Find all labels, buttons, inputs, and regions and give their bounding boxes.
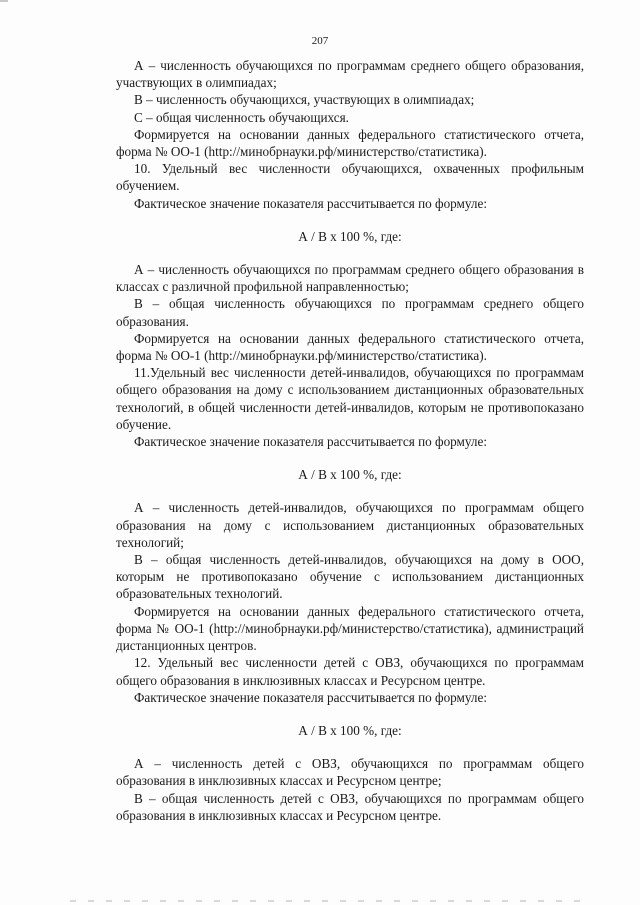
paragraph-formula-intro: Фактическое значение показателя рассчитывается по формуле:: [134, 434, 488, 450]
formula: А / В х 100 %, где:: [298, 467, 402, 483]
formula: А / В х 100 %, где:: [298, 722, 402, 738]
paragraph-definition-a: А – численность обучающихся по программам среднего общего образования, участвующих в олимпиадах;: [116, 58, 584, 91]
paragraph-formula-intro: Фактическое значение показателя рассчитывается по формуле:: [134, 689, 488, 705]
paragraph-definition-a: А – численность детей-инвалидов, обучающихся по программам общего образования на дому с использованием дистанционных образовательных технологий;: [116, 500, 584, 550]
paragraph-definition-b: В – численность обучающихся, участвующих в олимпиадах;: [134, 92, 475, 108]
paragraph-formula-intro: Фактическое значение показателя рассчитывается по формуле:: [134, 195, 488, 211]
paragraph-definition-b: В – общая численность обучающихся по программам среднего общего образования.: [116, 296, 584, 329]
paragraph-definition-b: В – общая численность детей-инвалидов, обучающихся на дому в ООО, которым не противопоказано обучение с использованием дистанционных образовательных технологий.: [116, 552, 584, 602]
paragraph-source: Формируется на основании данных федерального статистического отчета, форма № ОО-1 (http://минобрнауки.рф/министерство/статистика).: [116, 330, 584, 364]
paragraph-definition-c: С – общая численность обучающихся.: [134, 109, 349, 125]
paragraph-definition-a: А – численность детей с ОВЗ, обучающихся по программам общего образования в инклюзивных классах и Ресурсном центре;: [116, 756, 584, 789]
formula: А / В х 100 %, где:: [298, 228, 402, 244]
scan-corner-mark: [0, 0, 8, 2]
paragraph-definition-b: В – общая численность детей с ОВЗ, обучающихся по программам общего образования в инклюзивных классах и Ресурсном центре.: [116, 790, 584, 823]
paragraph-definition-a: А – численность обучающихся по программам среднего общего образования в классах с различной профильной направленностью;: [116, 262, 584, 295]
page-number: 207: [311, 35, 329, 47]
scan-bottom-artifact: [70, 900, 590, 902]
paragraph-indicator-12: 12. Удельный вес численности детей с ОВЗ, обучающихся по программам общего образования в инклюзивных классах и Ресурсном центре.: [116, 655, 584, 688]
page-body: [116, 57, 584, 824]
paragraph-source: Формируется на основании данных федерального статистического отчета, форма № ОО-1 (http://минобрнауки.рф/министерство/статистика), администраций дистанционных центров.: [116, 603, 584, 654]
paragraph-source: Формируется на основании данных федерального статистического отчета, форма № ОО-1 (http://минобрнауки.рф/министерство/статистика).: [116, 126, 584, 160]
paragraph-indicator-10: 10. Удельный вес численности обучающихся, охваченных профильным обучением.: [116, 161, 584, 194]
paragraph-indicator-11: 11.Удельный вес численности детей-инвалидов, обучающихся по программам общего образования на дому с использованием дистанционных образовательных технологий, в общей численности детей-инвалидов, которым не противопоказано обучение.: [116, 365, 584, 432]
